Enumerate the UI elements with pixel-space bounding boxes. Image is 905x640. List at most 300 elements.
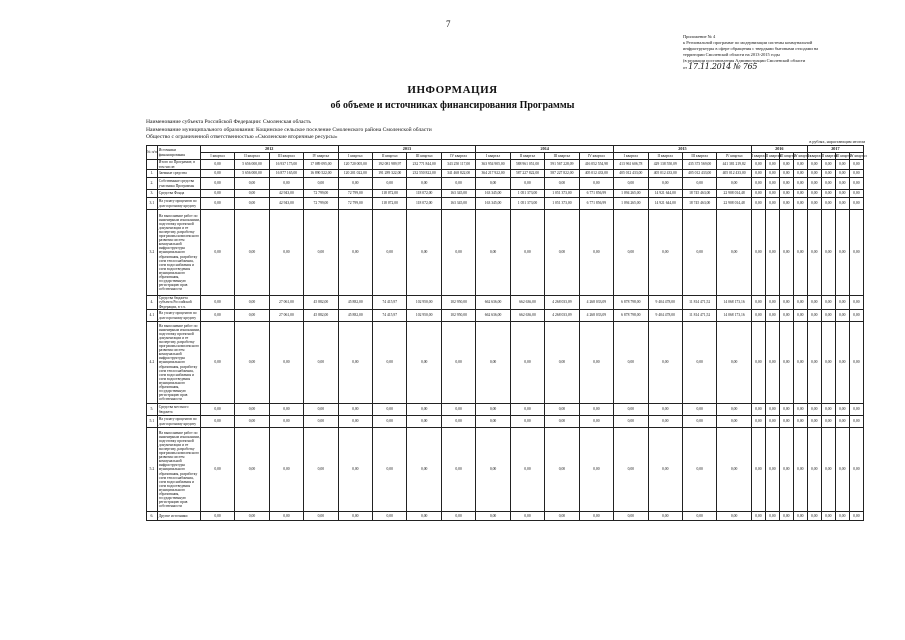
amount-cell: 588 961 051,00	[510, 160, 544, 170]
amount-cell: 0,00	[835, 190, 849, 198]
amount-cell: 363 954 905,00	[476, 160, 510, 170]
amount-cell: 0,00	[765, 428, 779, 512]
amount-cell: 0,00	[373, 428, 407, 512]
amount-cell: 0,00	[648, 428, 682, 512]
amount-cell: 0,00	[751, 190, 765, 198]
amount-cell: 0,00	[821, 198, 835, 210]
amount-cell: 0,00	[407, 322, 441, 404]
amount-cell: 0,00	[751, 322, 765, 404]
source-name: Средства местного бюджета	[157, 404, 200, 416]
amount-cell: 0,00	[200, 210, 234, 296]
amount-cell: 0,00	[765, 178, 779, 190]
source-name: На выполнение работ по инженерным изысканиям, подготовку проектной документации и ее экспертизу, разработку программы комплексного развития систем коммунальной инфраструктуры муниципального образования, разработку схем теплоснабжения, схем водоснабжения и схем водоотведения муниципального образования, государственную регистрацию прав собственности	[157, 322, 200, 404]
amount-cell: 0,00	[835, 512, 849, 521]
amount-cell: 6 878 798,00	[614, 296, 648, 310]
amount-cell: 6 771 856,99	[579, 198, 613, 210]
amount-cell: 0,00	[835, 296, 849, 310]
quarter-header: IV квартал	[304, 153, 338, 160]
amount-cell: 0,00	[821, 512, 835, 521]
amount-cell: 0,00	[751, 170, 765, 178]
amount-cell: 0,00	[821, 170, 835, 178]
amount-cell: 163 345,00	[441, 198, 475, 210]
amount-cell: 0,00	[849, 404, 863, 416]
row-number: 4.1	[147, 310, 158, 322]
table-row	[147, 296, 864, 310]
amount-cell: 0,00	[835, 178, 849, 190]
appendix-line: инфраструктуры в сфере обращения с твердыми бытовыми отходами на	[683, 46, 819, 51]
amount-cell: 0,00	[682, 416, 716, 428]
amount-cell: 102 950,00	[407, 296, 441, 310]
amount-cell: 0,00	[751, 310, 765, 322]
appendix-date	[683, 64, 888, 71]
row-number: 5.2	[147, 428, 158, 512]
meta-company: Общество с ограниченной ответственностью «Смоленские вторичные ресурсы»	[146, 134, 338, 140]
amount-cell: 0,00	[579, 210, 613, 296]
amount-cell: 0,00	[793, 416, 807, 428]
document-title: ИНФОРМАЦИЯ	[407, 84, 498, 96]
amount-cell: 364 217 922,00	[476, 170, 510, 178]
amount-cell: 0,00	[682, 512, 716, 521]
table-row	[147, 190, 864, 198]
amount-cell: 0,00	[441, 416, 475, 428]
amount-cell: 0,00	[807, 210, 821, 296]
amount-cell: 0,00	[510, 322, 544, 404]
amount-cell: 0,00	[235, 512, 269, 521]
amount-cell: 0,00	[200, 160, 234, 170]
quarter-header: I квартал	[807, 153, 822, 158]
quarter-header: II квартал	[373, 153, 407, 160]
amount-cell: 0,00	[407, 404, 441, 416]
quarter-header: IV квартал	[579, 153, 613, 160]
row-number	[147, 160, 158, 170]
quarter-header: IV квартал	[793, 153, 811, 158]
amount-cell: 0,00	[235, 322, 269, 404]
amount-cell: 405 012 433,00	[614, 170, 648, 178]
amount-cell: 0,00	[407, 512, 441, 521]
amount-cell: 118 072,00	[407, 198, 441, 210]
source-name: На уплату процентов по долгосрочному кредиту	[157, 310, 200, 322]
quarter-header: I квартал	[614, 153, 648, 160]
amount-cell: 0,00	[807, 428, 821, 512]
amount-cell: 0,00	[807, 512, 821, 521]
amount-cell: 0,00	[304, 178, 338, 190]
amount-cell: 102 950,00	[441, 296, 475, 310]
amount-cell: 0,00	[235, 178, 269, 190]
row-number: 2.	[147, 178, 158, 190]
amount-cell: 341 468 822,00	[441, 170, 475, 178]
amount-cell: 1 094 265,00	[614, 190, 648, 198]
amount-cell: 0,00	[545, 210, 579, 296]
amount-cell: 0,00	[441, 322, 475, 404]
amount-cell: 0,00	[779, 310, 793, 322]
amount-cell: 0,00	[849, 210, 863, 296]
amount-cell: 72 799,00	[304, 198, 338, 210]
amount-cell: 0,00	[614, 428, 648, 512]
amount-cell: 0,00	[338, 416, 372, 428]
amount-cell: 0,00	[849, 198, 863, 210]
amount-cell: 0,00	[648, 178, 682, 190]
amount-cell: 0,00	[304, 512, 338, 521]
amount-cell: 0,00	[269, 322, 303, 404]
page-number: 7	[446, 19, 451, 29]
amount-cell: 0,00	[779, 428, 793, 512]
amount-cell: 18 745 463,00	[682, 198, 716, 210]
row-number: 1.	[147, 170, 158, 178]
row-number: 4.	[147, 296, 158, 310]
amount-cell: 72 799,00	[338, 198, 372, 210]
amount-cell: 0,00	[765, 296, 779, 310]
amount-cell: 0,00	[765, 322, 779, 404]
quarter-header: III квартал	[545, 153, 579, 160]
amount-cell: 0,00	[821, 428, 835, 512]
amount-cell: 0,00	[235, 428, 269, 512]
year-header: 2012	[200, 146, 338, 153]
amount-cell: 163 345,00	[476, 198, 510, 210]
amount-cell: 0,00	[751, 198, 765, 210]
appendix-line: Приложение № 4	[683, 34, 716, 39]
quarter-header: I квартал	[338, 153, 372, 160]
amount-cell: 0,00	[476, 210, 510, 296]
source-name: Собственные средства участника Программы	[157, 178, 200, 190]
amount-cell: 0,00	[304, 428, 338, 512]
amount-cell: 0,00	[717, 416, 751, 428]
amount-cell: 0,00	[807, 404, 821, 416]
amount-cell: 0,00	[717, 178, 751, 190]
amount-cell: 0,00	[717, 210, 751, 296]
amount-cell: 232 550 822,00	[407, 170, 441, 178]
amount-cell: 587 227 822,00	[510, 170, 544, 178]
appendix-line: (в редакции постановления Администрации Смоленской области	[683, 58, 806, 63]
amount-cell: 0,00	[779, 160, 793, 170]
amount-cell: 0,00	[579, 512, 613, 521]
amount-cell: 0,00	[779, 210, 793, 296]
amount-cell: 16 890 522,00	[304, 170, 338, 178]
source-name: Другие источники	[157, 512, 200, 521]
amount-cell: 0,00	[717, 404, 751, 416]
amount-cell: 662 636,00	[510, 296, 544, 310]
amount-cell: 0,00	[849, 170, 863, 178]
financing-table	[146, 145, 867, 521]
amount-cell: 0,00	[779, 178, 793, 190]
amount-cell: 102 950,00	[407, 310, 441, 322]
amount-cell: 0,00	[765, 170, 779, 178]
amount-cell: 0,00	[441, 428, 475, 512]
amount-cell: 0,00	[751, 404, 765, 416]
amount-cell: 0,00	[835, 310, 849, 322]
amount-cell: 0,00	[338, 210, 372, 296]
amount-cell: 0,00	[835, 210, 849, 296]
amount-cell: 0,00	[407, 428, 441, 512]
amount-cell: 0,00	[835, 416, 849, 428]
amount-cell: 0,00	[200, 170, 234, 178]
amount-cell: 587 227 822,00	[545, 170, 579, 178]
amount-cell: 45 882,00	[338, 296, 372, 310]
amount-cell: 405 012 433,00	[579, 170, 613, 178]
amount-cell: 441 381 219,82	[717, 160, 751, 170]
amount-cell: 11 814 471,52	[682, 296, 716, 310]
amount-cell: 0,00	[304, 404, 338, 416]
amount-cell: 1 051 373,00	[545, 198, 579, 210]
source-name: На уплату процентов по долгосрочному кредиту	[157, 198, 200, 210]
amount-cell: 0,00	[373, 404, 407, 416]
amount-cell: 0,00	[648, 416, 682, 428]
amount-cell: 0,00	[821, 404, 835, 416]
amount-cell: 0,00	[648, 210, 682, 296]
source-name: На выполнение работ по инженерным изысканиям, подготовку проектной документации и ее экспертизу, разработку программы комплексного развития систем коммунальной инфраструктуры муниципального образования, разработку схем теплоснабжения, схем водоснабжения и схем водоотведения муниципального образования, государственную регистрацию прав собственности	[157, 428, 200, 512]
amount-cell: 16 937 175,00	[269, 160, 303, 170]
appendix-line: территории Смоленской области на 2013-2015 годы	[683, 52, 780, 57]
amount-cell: 0,00	[849, 416, 863, 428]
amount-cell: 0,00	[614, 416, 648, 428]
amount-cell: 0,00	[441, 512, 475, 521]
amount-cell: 0,00	[648, 322, 682, 404]
amount-cell: 0,00	[821, 178, 835, 190]
row-number: 6.	[147, 512, 158, 521]
amount-cell: 1 094 265,00	[614, 198, 648, 210]
year-header: 2015	[614, 146, 752, 153]
amount-cell: 0,00	[751, 428, 765, 512]
amount-cell: 0,00	[835, 428, 849, 512]
amount-cell: 0,00	[373, 416, 407, 428]
amount-cell: 72 799,00	[338, 190, 372, 198]
amount-cell: 27 061,00	[269, 296, 303, 310]
amount-cell: 0,00	[807, 170, 821, 178]
amount-cell: 72 799,00	[304, 190, 338, 198]
amount-cell: 0,00	[235, 198, 269, 210]
row-number: 5.1	[147, 416, 158, 428]
amount-cell: 0,00	[407, 210, 441, 296]
amount-cell: 0,00	[545, 416, 579, 428]
quarter-header: I квартал	[200, 153, 234, 160]
amount-cell: 0,00	[235, 296, 269, 310]
amount-cell: 0,00	[849, 160, 863, 170]
amount-cell: 192 081 989,97	[373, 160, 407, 170]
amount-cell: 0,00	[765, 160, 779, 170]
amount-cell: 0,00	[793, 170, 807, 178]
amount-cell: 0,00	[807, 160, 821, 170]
amount-cell: 0,00	[682, 322, 716, 404]
amount-cell: 413 961 606,78	[614, 160, 648, 170]
amount-cell: 0,00	[269, 210, 303, 296]
amount-cell: 27 061,00	[269, 310, 303, 322]
amount-cell: 0,00	[235, 404, 269, 416]
amount-cell: 0,00	[510, 428, 544, 512]
amount-cell: 0,00	[807, 416, 821, 428]
table-row	[147, 416, 864, 428]
table-row	[147, 170, 864, 178]
amount-cell: 0,00	[793, 404, 807, 416]
amount-cell: 0,00	[821, 310, 835, 322]
amount-cell: 0,00	[682, 428, 716, 512]
year-header-row	[147, 146, 864, 153]
amount-cell: 0,00	[835, 170, 849, 178]
quarter-header: IV квартал	[849, 153, 867, 158]
amount-cell: 1 051 373,00	[510, 190, 544, 198]
amount-cell: 14 921 644,00	[648, 198, 682, 210]
source-name: Средства Фонда	[157, 190, 200, 198]
table-row	[147, 160, 864, 170]
amount-cell: 22 908 014,48	[717, 190, 751, 198]
amount-cell: 0,00	[807, 322, 821, 404]
quarter-header: III квартал	[835, 153, 853, 158]
document-subtitle: об объеме и источниках финансирования Программы	[330, 100, 575, 111]
amount-cell: 343 250 117,00	[441, 160, 475, 170]
amount-cell: 0,00	[779, 198, 793, 210]
amount-cell: 4 268 033,09	[545, 310, 579, 322]
amount-cell: 0,00	[751, 160, 765, 170]
amount-cell: 0,00	[807, 190, 821, 198]
amount-cell: 0,00	[779, 170, 793, 178]
amount-cell: 0,00	[510, 404, 544, 416]
quarter-header: I квартал	[751, 153, 767, 158]
amount-cell: 0,00	[717, 428, 751, 512]
amount-cell: 405 012 433,00	[648, 170, 682, 178]
amount-cell: 662 636,00	[510, 310, 544, 322]
amount-cell: 0,00	[849, 428, 863, 512]
appendix-block	[683, 34, 888, 71]
amount-cell: 0,00	[849, 190, 863, 198]
amount-cell: 16 877 165,00	[269, 170, 303, 178]
amount-cell: 0,00	[807, 296, 821, 310]
amount-cell: 0,00	[835, 404, 849, 416]
amount-cell: 17 089 095,00	[304, 160, 338, 170]
amount-cell: 4 268 033,09	[579, 310, 613, 322]
amount-cell: 6 878 798,00	[614, 310, 648, 322]
amount-cell: 0,00	[304, 322, 338, 404]
amount-cell: 74 415,97	[373, 296, 407, 310]
amount-cell: 405 012 433,00	[717, 170, 751, 178]
amount-cell: 0,00	[304, 210, 338, 296]
amount-cell: 429 138 550,09	[648, 160, 682, 170]
amount-cell: 0,00	[821, 416, 835, 428]
amount-cell: 0,00	[717, 322, 751, 404]
amount-cell: 0,00	[821, 190, 835, 198]
amount-cell: 0,00	[304, 416, 338, 428]
amount-cell: 0,00	[441, 210, 475, 296]
amount-cell: 14 921 644,00	[648, 190, 682, 198]
amount-cell: 0,00	[717, 512, 751, 521]
row-number: 5.	[147, 404, 158, 416]
amount-cell: 0,00	[751, 512, 765, 521]
amount-cell: 0,00	[849, 512, 863, 521]
source-name: Средства бюджета субъекта Российской Федерации, в т.ч.	[157, 296, 200, 310]
appendix-date-prefix: от	[683, 65, 688, 70]
amount-cell: 0,00	[682, 210, 716, 296]
amount-cell: 74 415,97	[373, 310, 407, 322]
amount-cell: 0,00	[849, 178, 863, 190]
amount-cell: 0,00	[779, 296, 793, 310]
row-number: 3.2	[147, 210, 158, 296]
quarter-header: III квартал	[407, 153, 441, 160]
header-source: Источники финансирования	[157, 146, 200, 160]
table-row	[147, 178, 864, 190]
quarter-header: II квартал	[235, 153, 269, 160]
amount-cell: 0,00	[407, 178, 441, 190]
amount-cell: 1 051 373,00	[510, 198, 544, 210]
amount-cell: 0,00	[779, 416, 793, 428]
handwritten-date-signature: 17.11.2014 № 765	[688, 62, 758, 71]
year-header: 2016	[751, 146, 807, 153]
source-name: На выполнение работ по инженерным изысканиям, подготовку проектной документации и ее экспертизу, разработку программы комплексного развития систем коммунальной инфраструктуры муниципального образования, разработку схем теплоснабжения, схем водоснабжения и схем водоотведения муниципального образования, государственную регистрацию прав собственности	[157, 210, 200, 296]
amount-cell: 0,00	[793, 322, 807, 404]
amount-cell: 0,00	[476, 428, 510, 512]
year-header: 2017	[807, 146, 863, 153]
quarter-header: I квартал	[476, 153, 510, 160]
quarter-header: II квартал	[648, 153, 682, 160]
amount-cell: 4 268 033,09	[545, 296, 579, 310]
amount-cell: 45 882,00	[304, 296, 338, 310]
amount-cell: 5 656 000,00	[235, 170, 269, 178]
amount-cell: 11 814 471,52	[682, 310, 716, 322]
amount-cell: 405 012 433,00	[682, 170, 716, 178]
amount-cell: 0,00	[545, 178, 579, 190]
amount-cell: 0,00	[545, 404, 579, 416]
amount-cell: 0,00	[373, 210, 407, 296]
table-row	[147, 210, 864, 296]
amount-cell: 0,00	[579, 428, 613, 512]
amount-cell: 0,00	[793, 310, 807, 322]
amount-cell: 163 345,00	[476, 190, 510, 198]
amount-cell: 0,00	[849, 310, 863, 322]
amount-cell: 0,00	[682, 404, 716, 416]
amount-cell: 0,00	[751, 296, 765, 310]
amount-cell: 0,00	[476, 322, 510, 404]
amount-cell: 9 404 478,00	[648, 296, 682, 310]
amount-cell: 0,00	[200, 178, 234, 190]
amount-cell: 102 950,00	[441, 310, 475, 322]
amount-cell: 0,00	[373, 512, 407, 521]
amount-cell: 591 567 228,09	[545, 160, 579, 170]
amount-cell: 0,00	[235, 416, 269, 428]
amount-cell: 0,00	[779, 512, 793, 521]
amount-cell: 0,00	[545, 322, 579, 404]
source-name: Заемные средства	[157, 170, 200, 178]
amount-cell: 0,00	[765, 416, 779, 428]
amount-cell: 0,00	[821, 322, 835, 404]
unit-note: в рублях, нарастающим итогом	[809, 139, 865, 144]
amount-cell: 0,00	[793, 428, 807, 512]
amount-cell: 0,00	[373, 178, 407, 190]
amount-cell: 0,00	[200, 428, 234, 512]
amount-cell: 0,00	[235, 210, 269, 296]
amount-cell: 120 201 022,00	[338, 170, 372, 178]
amount-cell: 0,00	[476, 178, 510, 190]
amount-cell: 0,00	[269, 512, 303, 521]
amount-cell: 0,00	[338, 322, 372, 404]
amount-cell: 0,00	[807, 310, 821, 322]
amount-cell: 0,00	[793, 160, 807, 170]
amount-cell: 0,00	[476, 416, 510, 428]
amount-cell: 5 656 000,00	[235, 160, 269, 170]
amount-cell: 0,00	[338, 428, 372, 512]
amount-cell: 42 943,00	[269, 198, 303, 210]
amount-cell: 0,00	[269, 428, 303, 512]
amount-cell: 0,00	[510, 416, 544, 428]
amount-cell: 0,00	[407, 416, 441, 428]
source-name: На уплату процентов по долгосрочному кредиту	[157, 416, 200, 428]
table-row	[147, 428, 864, 512]
amount-cell: 0,00	[793, 210, 807, 296]
amount-cell: 0,00	[807, 178, 821, 190]
appendix-line: к Региональной программе по модернизации системы коммунальной	[683, 40, 813, 45]
amount-cell: 0,00	[614, 210, 648, 296]
amount-cell: 0,00	[200, 322, 234, 404]
table-row	[147, 198, 864, 210]
amount-cell: 0,00	[510, 210, 544, 296]
amount-cell: 0,00	[200, 404, 234, 416]
amount-cell: 0,00	[779, 404, 793, 416]
amount-cell: 0,00	[579, 322, 613, 404]
